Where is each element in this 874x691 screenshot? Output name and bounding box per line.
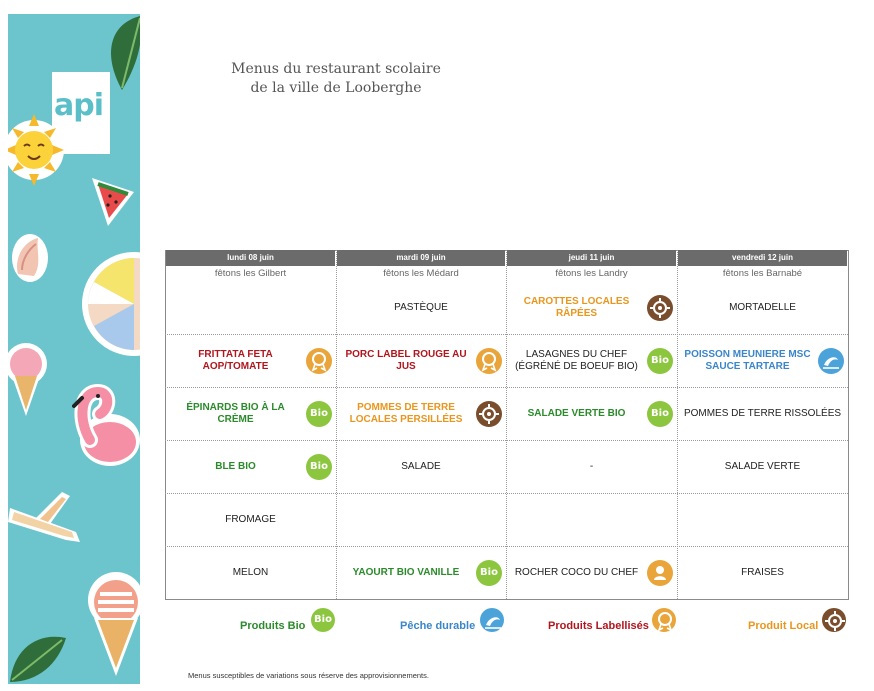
beach-ball-sticker [70,252,140,356]
flamingo-sticker [72,380,140,470]
label-quality-icon [652,608,676,632]
menu-item: SALADE [401,460,441,472]
leaf-sticker-bottom [8,628,68,684]
title-line-2: de la ville de Looberghe [250,80,422,96]
menu-item: MORTADELLE [729,301,796,313]
decorative-banner [8,14,140,684]
bio-icon: Bio [647,401,673,427]
menu-table [165,250,848,599]
menu-item: ROCHER COCO DU CHEF [514,566,639,578]
local-product-icon [476,401,502,427]
menu-item: POMMES DE TERRE LOCALES PERSILLÉES [349,401,463,425]
legend-local: Produit Local [748,620,819,632]
menu-item: POISSON MEUNIERE MSC SAUCE TARTARE [684,348,811,372]
menu-item [506,493,677,546]
footer-note: Menus susceptibles de variations sous réserve des approvisionnements. [188,671,429,680]
menu-item: SALADE VERTE BIO [527,407,626,419]
title-line-1: Menus du restaurant scolaire [231,61,441,77]
day-header: jeudi 11 juin [507,250,676,266]
menu-item: YAOURT BIO VANILLE [352,566,460,578]
day-header: mardi 09 juin [337,250,505,266]
day-fete: fêtons les Gilbert [214,268,287,279]
menu-item: PASTÈQUE [394,301,448,313]
menu-item [677,493,848,546]
day-fete: fêtons les Médard [383,268,459,279]
menu-item [336,493,506,546]
row-divider [165,387,848,388]
menu-item: FRAISES [741,566,784,578]
sustainable-fishing-icon [818,348,844,374]
sustainable-fishing-icon [480,608,504,632]
day-fete: fêtons les Landry [555,268,628,279]
bio-icon: Bio [306,454,332,480]
row-divider [165,546,848,547]
legend-peche-durable: Pêche durable [400,620,476,632]
menu-item: CAROTTES LOCALES RÂPÉES [523,295,630,319]
bio-icon: Bio [476,560,502,586]
ice-cream-sticker [8,340,50,418]
menu-item: PORC LABEL ROUGE AU JUS [345,348,467,372]
row-divider [165,440,848,441]
logo: api [54,88,104,123]
page-title [230,60,442,98]
legend-labellise: Produits Labellisés [548,620,649,632]
day-header: lundi 08 juin [166,250,335,266]
label-quality-icon [476,348,502,374]
menu-item: SALADE VERTE [724,460,801,472]
ice-cream-cone-sticker [82,570,140,678]
local-product-icon [647,295,673,321]
watermelon-sticker [88,172,138,230]
bio-icon: Bio [306,401,332,427]
day-fete: fêtons les Barnabé [722,268,803,279]
shell-sticker [8,230,52,286]
menu-item: - [589,460,594,472]
bio-icon: Bio [311,608,335,632]
local-product-icon [822,608,846,632]
legend-bio: Produits Bio [240,620,306,632]
airplane-sticker [8,478,86,558]
menu-item: FRITTATA FETA AOP/TOMATE [198,348,273,372]
label-quality-icon [306,348,332,374]
menu-item: BLE BIO [215,460,256,472]
menu-item: POMMES DE TERRE RISSOLÉES [683,407,842,419]
menu-item: FROMAGE [225,513,276,525]
menu-item [165,281,336,334]
row-divider [165,334,848,335]
day-header: vendredi 12 juin [678,250,847,266]
menu-item: LASAGNES DU CHEF (ÉGRÉNÉ DE BOEUF BIO) [515,348,638,372]
menu-item: ÉPINARDS BIO À LA CRÈME [186,401,285,425]
menu-item: MELON [232,566,269,578]
row-divider [165,493,848,494]
sun-sticker [8,112,72,188]
homemade-icon [647,560,673,586]
bio-icon: Bio [647,348,673,374]
